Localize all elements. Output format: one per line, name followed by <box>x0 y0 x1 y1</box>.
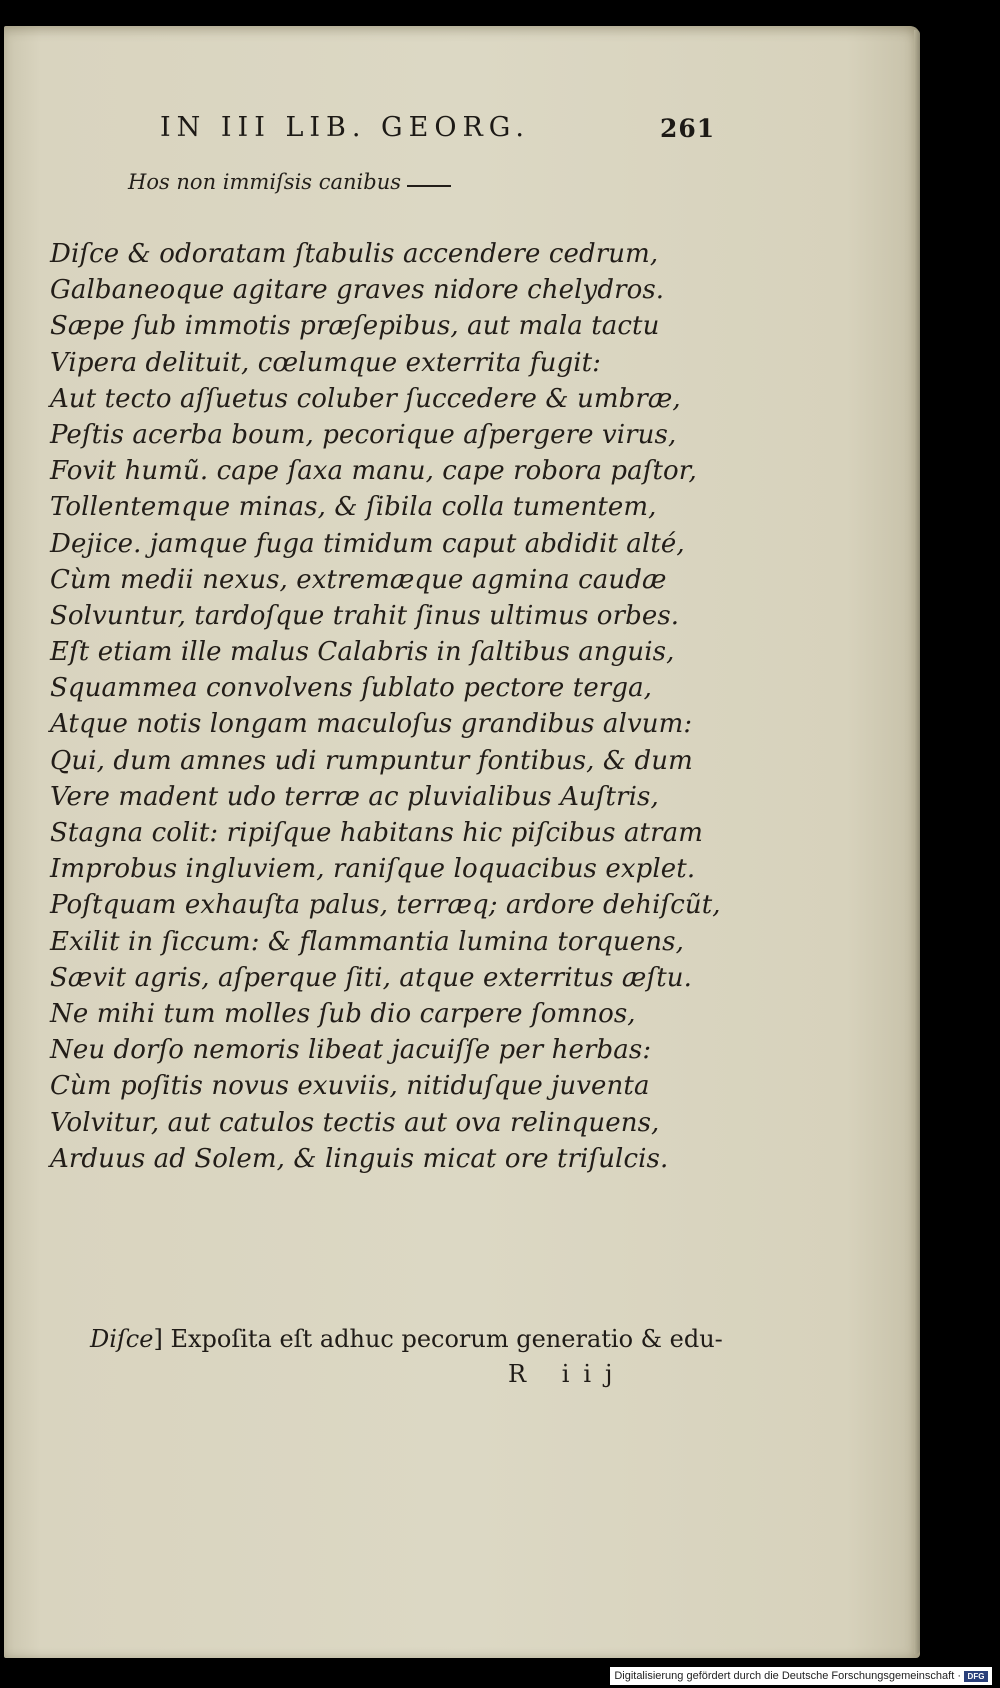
verse-block <box>50 236 721 1177</box>
commentary-lemma: Diſce <box>90 1325 154 1353</box>
verse-line: Exilit in ſiccum: & flammantia lumina torquens, <box>50 926 684 957</box>
verse-line: Fovit humũ. cape ſaxa manu, cape robora paſtor, <box>50 456 697 487</box>
verse-line: Galbaneoque agitare graves nidore chelydros. <box>50 275 665 306</box>
page-edge <box>914 30 920 1654</box>
verse-line: Tollentemque minas, & ſibila colla tumentem, <box>50 492 657 523</box>
page-number: 261 <box>660 114 716 143</box>
commentary-text: ] Expoſita eſt adhuc pecorum generatio & edu- <box>153 1325 723 1353</box>
verse-line: Peſtis acerba boum, pecorique aſpergere virus, <box>50 419 677 450</box>
running-head: IN III LIB. GEORG. <box>160 112 530 143</box>
verse-line: Sævit agris, aſperque ſiti, atque exterritus æſtu. <box>50 962 692 993</box>
verse-line: Dejice. jamque fuga timidum caput abdidit alté, <box>50 528 685 559</box>
verse-line: Eſt etiam ille malus Calabris in ſaltibus anguis, <box>50 637 675 668</box>
verse-line: Arduus ad Solem, & linguis micat ore triſulcis. <box>50 1143 669 1174</box>
signature-mark: R iij <box>508 1360 627 1388</box>
verse-line: Diſce & odoratam ſtabulis accendere cedrum, <box>50 239 659 269</box>
verse-line: Sæpe ſub immotis præſepibus, aut mala tactu <box>50 311 660 342</box>
digitization-footer <box>610 1667 992 1685</box>
verse-line: Neu dorſo nemoris libeat jacuiſſe per herbas: <box>50 1035 652 1066</box>
lemma-rule <box>407 185 451 187</box>
verse-line: Cùm poſitis novus exuviis, nitiduſque juventa <box>50 1071 650 1102</box>
verse-line: Volvitur, aut catulos tectis aut ova relinquens, <box>50 1107 660 1138</box>
verse-line: Vipera delituit, cœlumque exterrita fugit: <box>50 347 602 378</box>
verse-line: Poſtquam exhauſta palus, terræq; ardore dehiſcũt, <box>50 890 721 921</box>
footer-credit: Digitalisierung gefördert durch die Deutsche Forschungsgemeinschaft · <box>614 1670 961 1682</box>
lemma-text: Hos non immiſsis canibus <box>128 170 402 194</box>
verse-line: Cùm medii nexus, extremæque agmina caudæ <box>50 564 667 595</box>
catchword-lemma <box>128 170 451 194</box>
verse-line: Vere madent udo terræ ac pluvialibus Auſtris, <box>50 781 659 812</box>
verse-line: Qui, dum amnes udi rumpuntur fontibus, & dum <box>50 745 693 776</box>
verse-line: Stagna colit: ripiſque habitans hic piſcibus atram <box>50 818 703 848</box>
verse-line: Ne mihi tum molles ſub dio carpere ſomnos, <box>50 998 636 1029</box>
verse-line: Improbus ingluviem, raniſque loquacibus explet. <box>50 854 696 885</box>
verse-line: Atque notis longam maculoſus grandibus alvum: <box>50 709 693 740</box>
verse-line: Aut tecto aſſuetus coluber ſuccedere & umbræ, <box>50 383 681 414</box>
verse-line: Squammea convolvens ſublato pectore terga, <box>50 673 653 704</box>
verse-line: Solvuntur, tardoſque trahit ſinus ultimus orbes. <box>50 600 680 631</box>
commentary-line <box>90 1325 723 1353</box>
dfg-logo-icon: DFG <box>964 1671 988 1682</box>
